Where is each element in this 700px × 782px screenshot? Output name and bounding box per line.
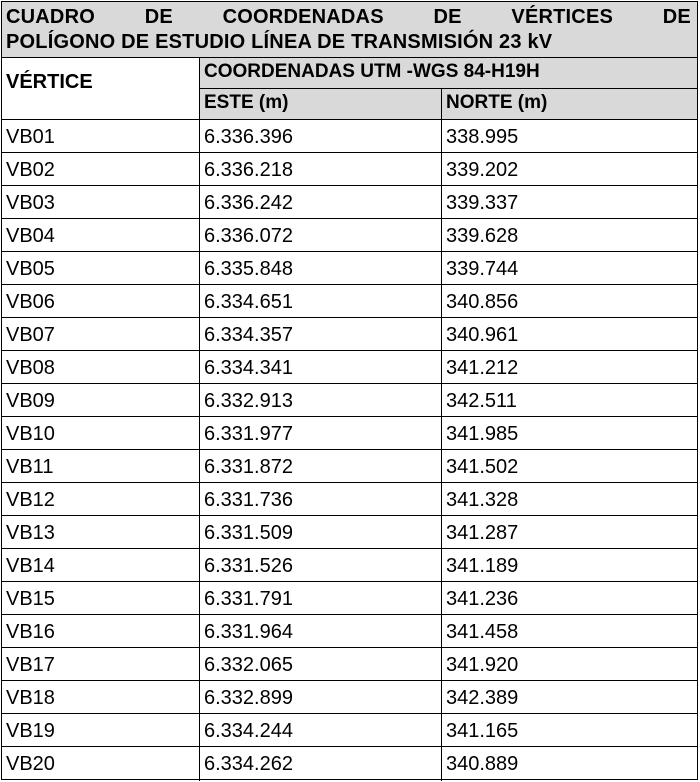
cell-vertice: VB13 (2, 516, 200, 548)
header-coordenadas: COORDENADAS UTM -WGS 84-H19H (200, 58, 697, 89)
cell-norte: 340.856 (446, 291, 519, 313)
cell-vertice: VB20 (2, 747, 200, 781)
cell-este: 6.336.218 (200, 153, 442, 185)
cell-vertice: VB18 (2, 681, 200, 713)
cell-este: 6.332.065 (200, 648, 442, 680)
cell-vertice: VB11 (2, 450, 200, 482)
header-vertice: VÉRTICE (2, 58, 200, 119)
cell-norte: 342.389 (446, 687, 519, 709)
cell-este: 6.331.872 (200, 450, 442, 482)
cell-norte: 341.985 (446, 423, 519, 445)
cell-vertice: VB05 (2, 252, 200, 284)
table-title (2, 2, 697, 58)
cell-vertice: VB07 (2, 318, 200, 350)
coordinates-table (1, 1, 698, 780)
cell-vertice: VB03 (2, 186, 200, 218)
title-word: CUADRO (6, 6, 95, 28)
cell-este: 6.332.899 (200, 681, 442, 713)
cell-este: 6.331.736 (200, 483, 442, 515)
cell-vertice: VB02 (2, 153, 200, 185)
cell-este: 6.334.244 (200, 714, 442, 746)
title-word: DE (433, 6, 462, 28)
cell-norte: 340.889 (446, 753, 519, 775)
header-este: ESTE (m) (200, 89, 442, 119)
cell-norte: 342.511 (446, 390, 517, 412)
cell-norte: 341.212 (446, 357, 519, 379)
table-row (2, 219, 697, 252)
cell-este: 6.331.791 (200, 582, 442, 614)
table-header (2, 58, 697, 120)
cell-este: 6.331.977 (200, 417, 442, 449)
cell-vertice: VB15 (2, 582, 200, 614)
cell-vertice: VB08 (2, 351, 200, 383)
title-word: DE (662, 6, 691, 28)
table-row (2, 285, 697, 318)
cell-norte: 341.502 (446, 456, 519, 478)
cell-vertice: VB14 (2, 549, 200, 581)
cell-norte: 339.337 (446, 192, 519, 214)
cell-norte: 341.458 (446, 621, 519, 643)
cell-norte: 340.961 (446, 324, 519, 346)
cell-este: 6.331.509 (200, 516, 442, 548)
cell-norte: 339.628 (446, 225, 519, 247)
table-row (2, 615, 697, 648)
cell-este: 6.331.964 (200, 615, 442, 647)
cell-vertice: VB04 (2, 219, 200, 251)
table-row (2, 186, 697, 219)
cell-norte: 341.920 (446, 654, 519, 676)
table-row (2, 384, 697, 417)
cell-este: 6.334.651 (200, 285, 442, 317)
table-row (2, 714, 697, 747)
table-row (2, 450, 697, 483)
cell-este: 6.336.072 (200, 219, 442, 251)
table-title-line2: POLÍGONO DE ESTUDIO LÍNEA DE TRANSMISIÓN 23 kV (6, 31, 553, 53)
table-title-line1 (6, 5, 691, 30)
cell-norte: 341.287 (446, 522, 519, 544)
cell-este: 6.334.341 (200, 351, 442, 383)
title-word: DE (144, 6, 173, 28)
cell-este: 6.334.262 (200, 747, 442, 781)
table-row (2, 483, 697, 516)
table-row (2, 549, 697, 582)
cell-este: 6.332.913 (200, 384, 442, 416)
cell-este: 6.331.526 (200, 549, 442, 581)
cell-vertice: VB12 (2, 483, 200, 515)
table-row (2, 516, 697, 549)
cell-norte: 339.202 (446, 159, 519, 181)
cell-este: 6.335.848 (200, 252, 442, 284)
table-row (2, 351, 697, 384)
cell-norte: 341.165 (446, 720, 519, 742)
cell-norte: 341.236 (446, 588, 519, 610)
cell-este: 6.336.242 (200, 186, 442, 218)
table-row (2, 417, 697, 450)
header-norte: NORTE (m) (442, 89, 697, 119)
title-word: VÉRTICES (511, 6, 614, 28)
table-row (2, 648, 697, 681)
table-row (2, 252, 697, 285)
table-row (2, 582, 697, 615)
cell-vertice: VB06 (2, 285, 200, 317)
cell-norte: 341.328 (446, 489, 519, 511)
table-row (2, 681, 697, 714)
table-row (2, 120, 697, 153)
table-body (2, 120, 697, 781)
cell-vertice: VB17 (2, 648, 200, 680)
title-word: COORDENADAS (222, 6, 384, 28)
table-row (2, 747, 697, 781)
cell-norte: 339.744 (446, 258, 519, 280)
cell-este: 6.336.396 (200, 120, 442, 152)
cell-vertice: VB19 (2, 714, 200, 746)
cell-vertice: VB10 (2, 417, 200, 449)
cell-vertice: VB16 (2, 615, 200, 647)
cell-este: 6.334.357 (200, 318, 442, 350)
table-row (2, 153, 697, 186)
cell-vertice: VB01 (2, 120, 200, 152)
cell-norte: 341.189 (446, 555, 519, 577)
cell-vertice: VB09 (2, 384, 200, 416)
table-row (2, 318, 697, 351)
cell-norte: 338.995 (446, 126, 519, 148)
